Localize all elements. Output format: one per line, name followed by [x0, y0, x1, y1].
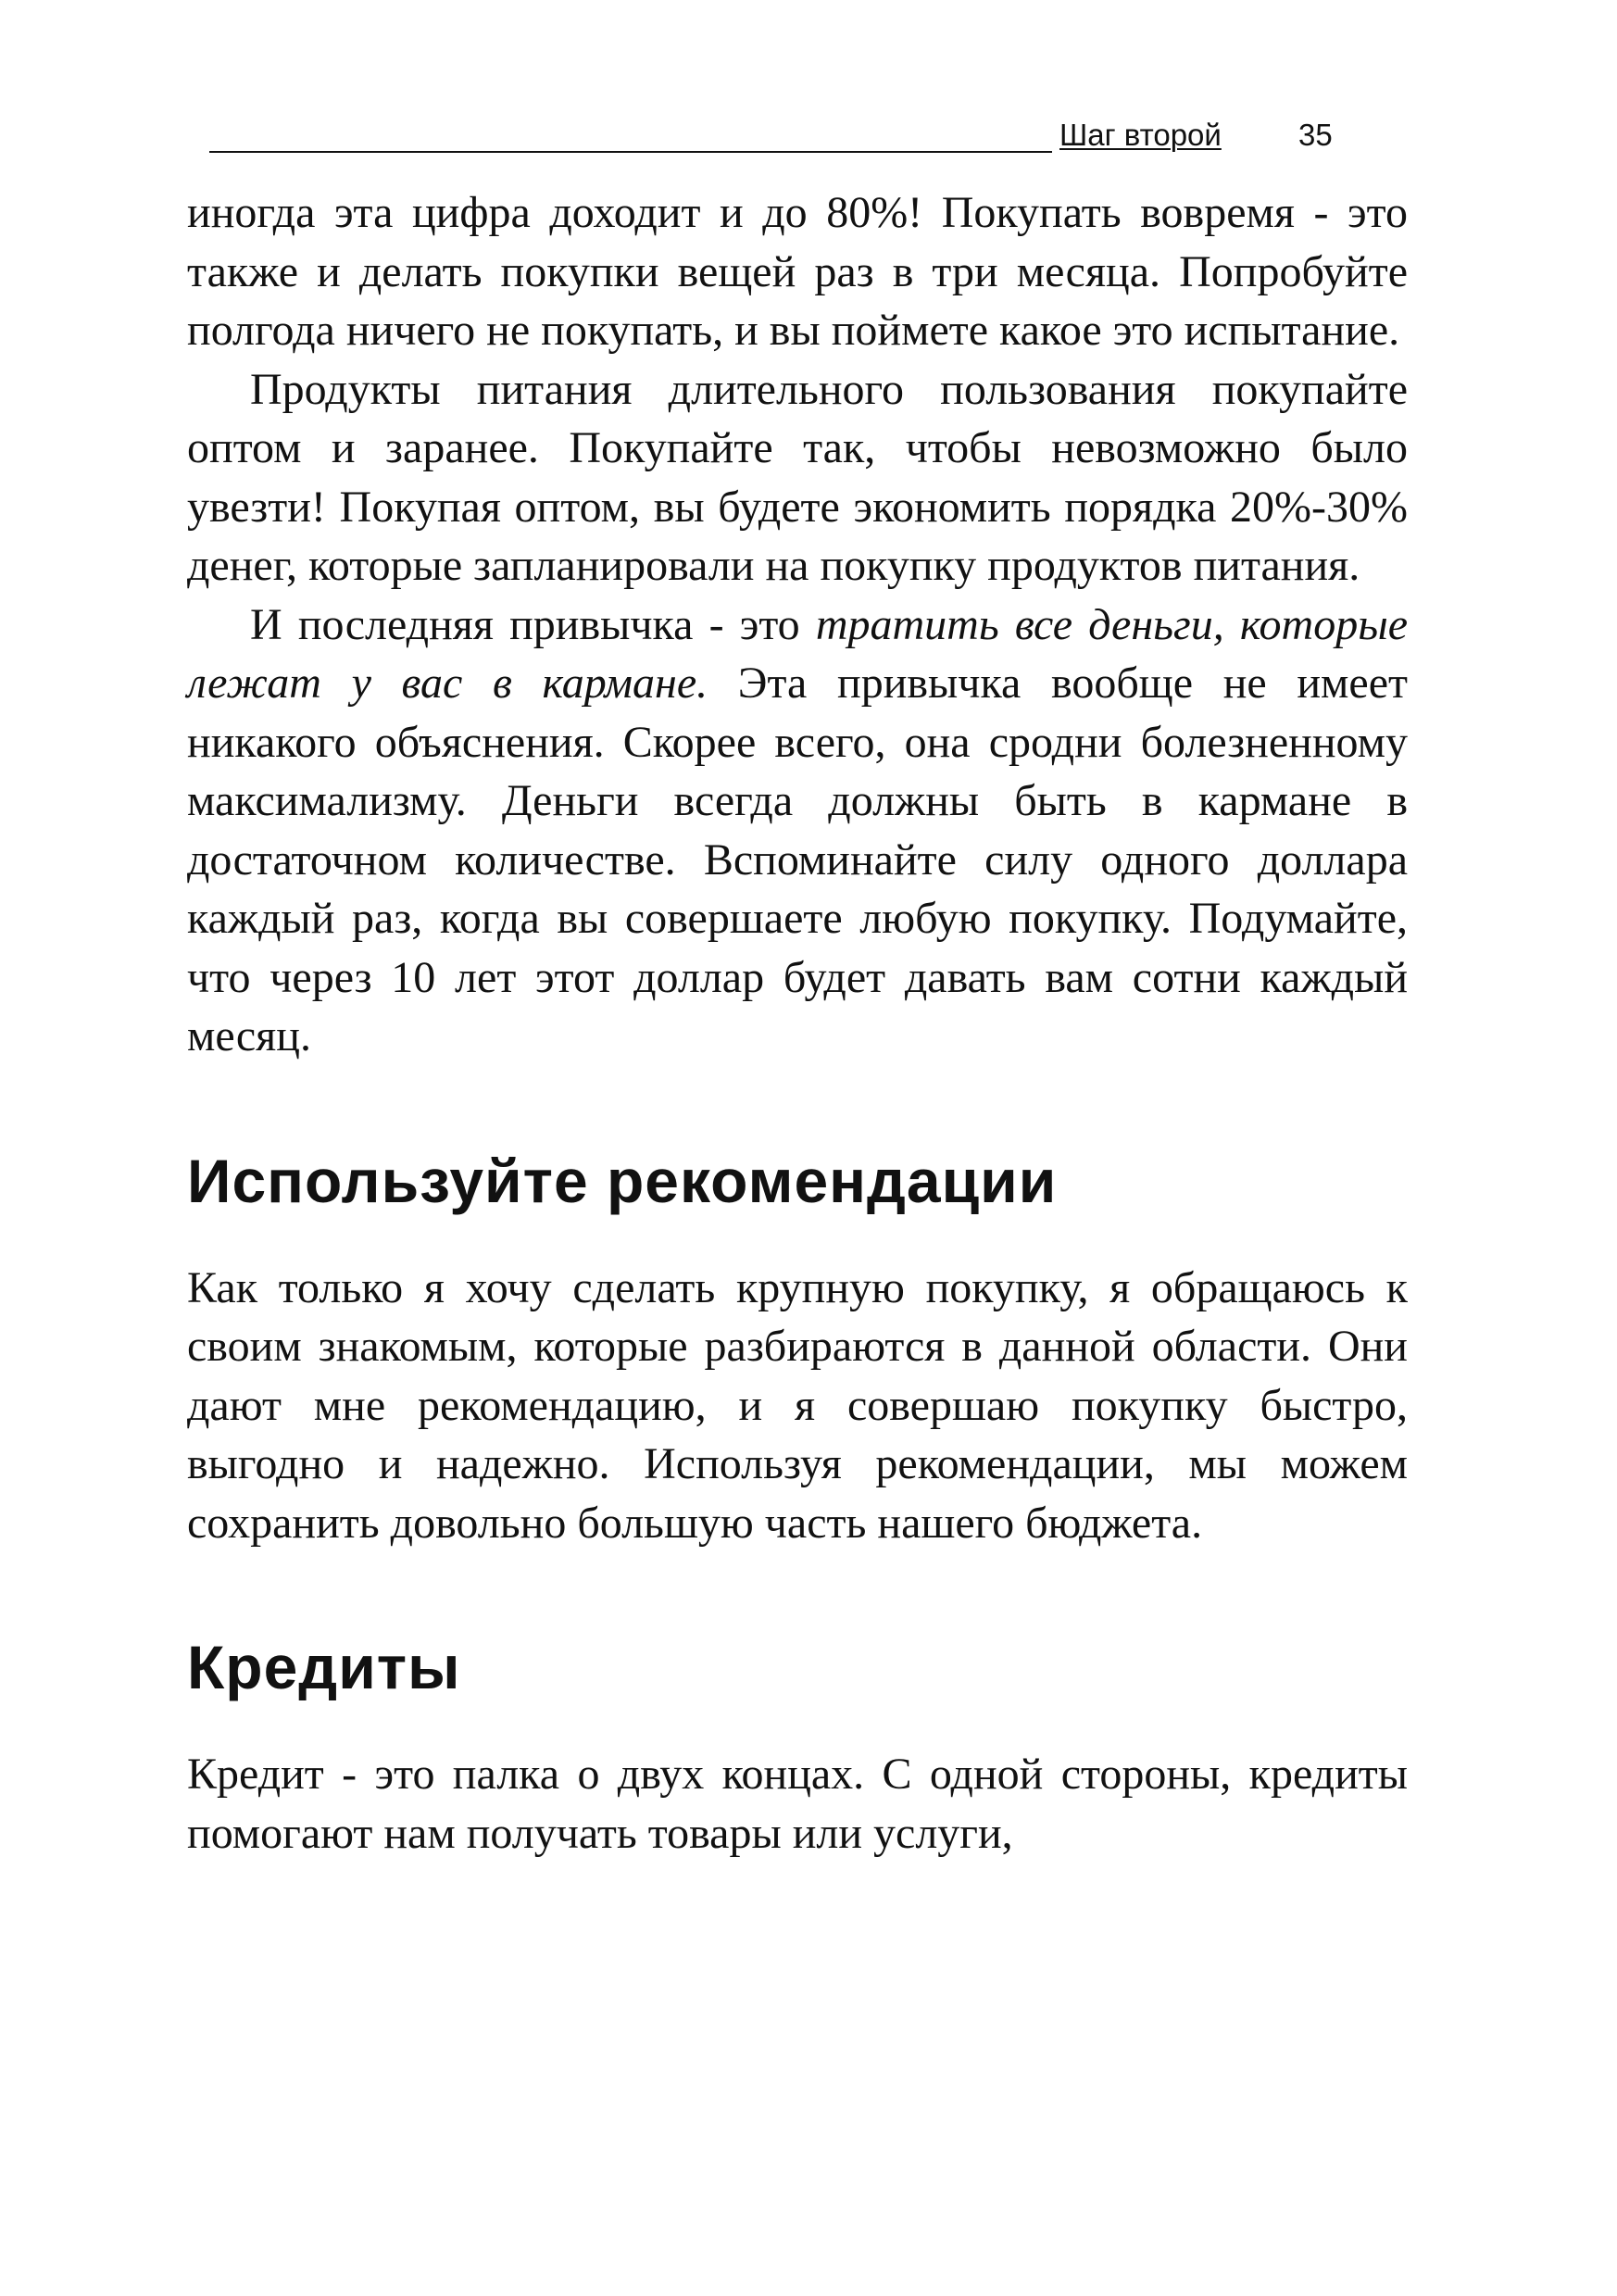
- header-section-title: Шаг второй: [1059, 118, 1222, 152]
- paragraph-last-habit-emphasis: тратить все деньги, которые лежат у вас в кармане.: [187, 599, 1409, 708]
- paragraph-last-habit-end: Эта привычка вообще не имеет никакого объяснения. Скорее всего, она сродни болезненному максимализму. Деньги всегда должны быть в кармане в достаточном количестве. Вспоминайте силу одного доллара каждый раз, когда вы совершаете любую покупку. Подумайте, что через 10 лет этот доллар будет давать вам сотни каждый месяц.: [187, 659, 1409, 1060]
- paragraph-recommendations: Как только я хочу сделать крупную покупку, я обращаюсь к своим знакомым, которые разбираются в данной области. Они дают мне рекомендацию, и я совершаю покупку быстро, выгодно и надежно. Используя рекомендации, мы можем сохранить довольно большую часть нашего бюджета.: [187, 1262, 1408, 1548]
- section-heading-recommendations: Используйте рекомендации: [187, 1146, 1058, 1215]
- paragraph-continuation: иногда эта цифра доходит и до 80%! Покупать вовремя - это также и делать покупки вещей раз в три месяца. Попробуйте полгода ничего не покупать, и вы поймете какое это испытание.: [187, 188, 1408, 355]
- section-heading-credits: Кредиты: [187, 1633, 461, 1701]
- paragraph-last-habit-start: И последняя привычка - это: [250, 599, 816, 649]
- paragraph-credits: Кредит - это палка о двух концах. С одной стороны, кредиты помогают нам получать товары или услуги,: [187, 1750, 1408, 1858]
- paragraph-last-habit: [187, 596, 1408, 1066]
- running-header: [209, 119, 1335, 152]
- page-number: 35: [1298, 118, 1333, 152]
- paragraph-bulk-food: Продукты питания длительного пользования покупайте оптом и заранее. Покупайте так, чтобы невозможно было увезти! Покупая оптом, вы будете экономить порядка 20%-30% денег, которые запланировали на покупку продуктов питания.: [187, 364, 1408, 590]
- header-rule: [209, 151, 1052, 153]
- page-content: [187, 183, 1408, 1863]
